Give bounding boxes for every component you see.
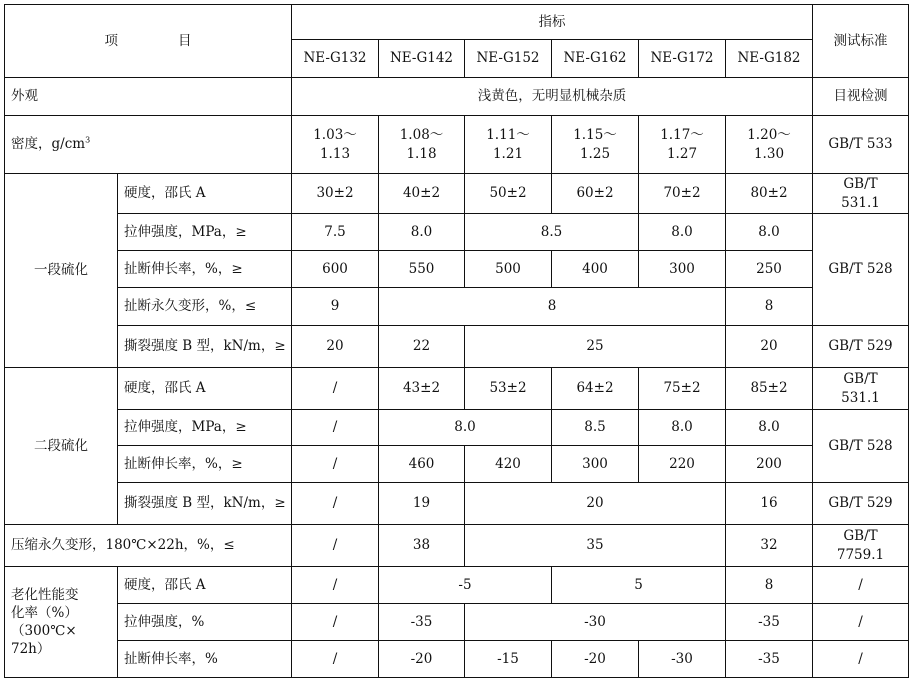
header-item: 项 目	[5, 5, 292, 78]
cure1-tear-std: GB/T 529	[813, 326, 909, 368]
density-label: 密度，$g/cm^3$	[5, 116, 292, 174]
cure1-tear-label: 撕裂强度 B 型，kN/m，≥	[118, 326, 292, 368]
aging-elongation-label: 扯断伸长率，%	[118, 641, 292, 678]
cure2-hardness-value: /	[292, 368, 379, 410]
aging-tensile-value: /	[292, 604, 379, 641]
cure1-tensile-value: 8.0	[726, 214, 813, 251]
cure1-elongation-value: 600	[292, 251, 379, 288]
cure1-tensile-value: 8.0	[639, 214, 726, 251]
cure1-tear-value: 20	[292, 326, 379, 368]
cure2-tear-std: GB/T 529	[813, 483, 909, 525]
compression-label: 压缩永久变形，180℃×22h，%，≤	[5, 525, 292, 567]
cure1-hardness-value: 80±2	[726, 174, 813, 214]
cure1-tear-value: 22	[379, 326, 465, 368]
aging-elongation-value: /	[292, 641, 379, 678]
aging-hardness-value: 8	[726, 567, 813, 604]
aging-tensile-value: -35	[726, 604, 813, 641]
cure1-tear-value: 25	[465, 326, 726, 368]
cure2-tensile-label: 拉伸强度，MPa，≥	[118, 410, 292, 446]
cure2-hardness-value: 75±2	[639, 368, 726, 410]
appearance-label: 外观	[5, 78, 292, 116]
cure1-hardness-label: 硬度，邵氏 A	[118, 174, 292, 214]
cure1-tear-value: 20	[726, 326, 813, 368]
aging-hardness-label: 硬度，邵氏 A	[118, 567, 292, 604]
cure2-tensile-value: /	[292, 410, 379, 446]
aging-group-label: 老化性能变 化率（%） （300℃× 72h）	[5, 567, 118, 678]
aging-elongation-value: -30	[639, 641, 726, 678]
aging-tensile-value: -35	[379, 604, 465, 641]
cure1-elongation-value: 250	[726, 251, 813, 288]
cure2-elongation-label: 扯断伸长率，%，≥	[118, 446, 292, 483]
cure2-elongation-value: 200	[726, 446, 813, 483]
aging-elongation-value: -35	[726, 641, 813, 678]
cure2-hardness-value: 43±2	[379, 368, 465, 410]
cure2-std-528: GB/T 528	[813, 410, 909, 483]
cure1-hardness-value: 50±2	[465, 174, 552, 214]
grade-header: NE-G182	[726, 40, 813, 78]
cure1-tensile-label: 拉伸强度，MPa，≥	[118, 214, 292, 251]
header-index: 指标	[292, 5, 813, 40]
cure2-hardness-value: 53±2	[465, 368, 552, 410]
cure2-tear-label: 撕裂强度 B 型，kN/m，≥	[118, 483, 292, 525]
aging-elongation-value: -20	[552, 641, 639, 678]
density-value: 1.03～ 1.13	[292, 116, 379, 174]
cure1-elongation-value: 300	[639, 251, 726, 288]
aging-hardness-value: 5	[552, 567, 726, 604]
grade-header: NE-G162	[552, 40, 639, 78]
compression-value: 38	[379, 525, 465, 567]
grade-header: NE-G152	[465, 40, 552, 78]
cure2-tear-value: /	[292, 483, 379, 525]
cure1-elongation-label: 扯断伸长率，%，≥	[118, 251, 292, 288]
spec-table	[4, 4, 909, 678]
density-value: 1.15～ 1.25	[552, 116, 639, 174]
cure2-tear-value: 16	[726, 483, 813, 525]
cure2-hardness-value: 85±2	[726, 368, 813, 410]
cure1-tensile-value: 7.5	[292, 214, 379, 251]
compression-value: 35	[465, 525, 726, 567]
cure1-elongation-value: 400	[552, 251, 639, 288]
cure2-elongation-value: 420	[465, 446, 552, 483]
cure2-hardness-std: GB/T 531.1	[813, 368, 909, 410]
density-std: GB/T 533	[813, 116, 909, 174]
density-value: 1.20～ 1.30	[726, 116, 813, 174]
cure2-tear-value: 20	[465, 483, 726, 525]
cure1-tensile-value: 8.0	[379, 214, 465, 251]
cure2-elongation-value: 300	[552, 446, 639, 483]
cure2-elongation-value: /	[292, 446, 379, 483]
grade-header: NE-G142	[379, 40, 465, 78]
density-value: 1.17～ 1.27	[639, 116, 726, 174]
grade-header: NE-G132	[292, 40, 379, 78]
cure1-hardness-value: 30±2	[292, 174, 379, 214]
cure2-group-label: 二段硫化	[5, 368, 118, 525]
cure1-set-value: 8	[726, 288, 813, 326]
cure2-tensile-value: 8.5	[552, 410, 639, 446]
cure2-hardness-value: 64±2	[552, 368, 639, 410]
appearance-value: 浅黄色，无明显机械杂质	[292, 78, 813, 116]
aging-hardness-value: -5	[379, 567, 552, 604]
cure1-group-label: 一段硫化	[5, 174, 118, 368]
cure1-hardness-value: 40±2	[379, 174, 465, 214]
cure2-tensile-value: 8.0	[639, 410, 726, 446]
density-value: 1.08～ 1.18	[379, 116, 465, 174]
cure2-tear-value: 19	[379, 483, 465, 525]
cure1-elongation-value: 500	[465, 251, 552, 288]
header-standard: 测试标准	[813, 5, 909, 78]
cure2-tensile-value: 8.0	[726, 410, 813, 446]
aging-tensile-label: 拉伸强度，%	[118, 604, 292, 641]
cure1-std-528: GB/T 528	[813, 214, 909, 326]
cure1-tensile-value: 8.5	[465, 214, 639, 251]
compression-std: GB/T 7759.1	[813, 525, 909, 567]
aging-hardness-std: /	[813, 567, 909, 604]
cure1-hardness-value: 70±2	[639, 174, 726, 214]
cure1-set-value: 9	[292, 288, 379, 326]
aging-elongation-value: -20	[379, 641, 465, 678]
compression-value: 32	[726, 525, 813, 567]
aging-elongation-std: /	[813, 641, 909, 678]
appearance-std: 目视检测	[813, 78, 909, 116]
aging-hardness-value: /	[292, 567, 379, 604]
cure1-hardness-std: GB/T 531.1	[813, 174, 909, 214]
cure1-set-value: 8	[379, 288, 726, 326]
cure2-hardness-label: 硬度，邵氏 A	[118, 368, 292, 410]
cure1-hardness-value: 60±2	[552, 174, 639, 214]
grade-header: NE-G172	[639, 40, 726, 78]
cure2-elongation-value: 460	[379, 446, 465, 483]
cure2-elongation-value: 220	[639, 446, 726, 483]
cure1-set-label: 扯断永久变形，%，≤	[118, 288, 292, 326]
compression-value: /	[292, 525, 379, 567]
aging-tensile-value: -30	[465, 604, 726, 641]
aging-tensile-std: /	[813, 604, 909, 641]
density-value: 1.11～ 1.21	[465, 116, 552, 174]
cure1-elongation-value: 550	[379, 251, 465, 288]
cure2-tensile-value: 8.0	[379, 410, 552, 446]
aging-elongation-value: -15	[465, 641, 552, 678]
